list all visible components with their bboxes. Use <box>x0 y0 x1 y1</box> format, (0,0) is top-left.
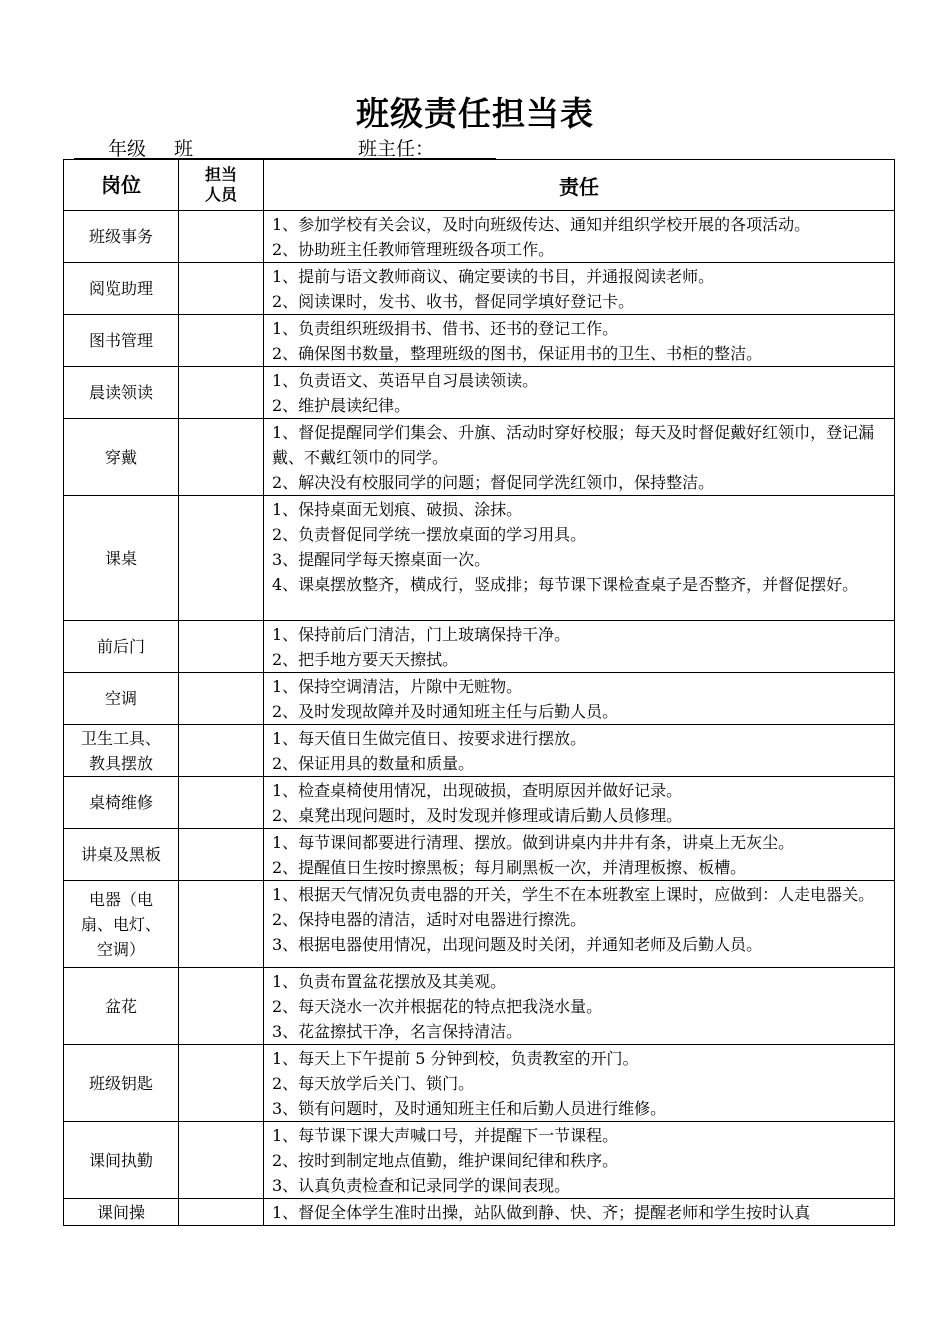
post-cell <box>64 1199 179 1226</box>
post-name: 卫生工具、 <box>80 728 161 748</box>
duty-item: 2、负责督促同学统一摆放桌面的学习用具。 <box>272 525 587 544</box>
post-cell <box>64 211 179 263</box>
header-person-line1: 担当 <box>204 165 237 184</box>
table-row <box>64 968 895 1045</box>
duty-item: 1、每节课间都要进行清理、摆放。做到讲桌内井井有条，讲桌上无灰尘。 <box>272 833 795 852</box>
duty-item: 2、及时发现故障并及时通知班主任与后勤人员。 <box>272 702 619 721</box>
duty-item: 2、确保图书数量，整理班级的图书，保证用书的卫生、书柜的整洁。 <box>272 344 763 363</box>
person-cell[interactable] <box>179 263 264 315</box>
post-name: 盆花 <box>104 996 137 1016</box>
person-cell[interactable] <box>179 725 264 777</box>
person-cell[interactable] <box>179 621 264 673</box>
duty-item: 3、根据电器使用情况，出现问题及时关闭，并通知老师及后勤人员。 <box>272 935 763 954</box>
duty-item: 2、维护晨读纪律。 <box>272 396 411 415</box>
post-cell <box>64 881 179 968</box>
person-cell[interactable] <box>179 829 264 881</box>
post-cell <box>64 968 179 1045</box>
table-row <box>64 1045 895 1122</box>
duty-cell <box>264 881 895 968</box>
table-row <box>64 419 895 496</box>
post-cell <box>64 621 179 673</box>
table-row <box>64 881 895 968</box>
duty-cell <box>264 496 895 621</box>
header-post: 岗位 <box>64 160 179 211</box>
duty-cell <box>264 263 895 315</box>
person-cell[interactable] <box>179 673 264 725</box>
post-name: 班级事务 <box>88 227 153 246</box>
post-cell <box>64 315 179 367</box>
post-cell <box>64 777 179 829</box>
post-cell <box>64 496 179 621</box>
table-row <box>64 1122 895 1199</box>
duty-item: 3、锁有问题时，及时通知班主任和后勤人员进行维修。 <box>272 1099 667 1118</box>
post-name: 前后门 <box>96 637 145 656</box>
page-title: 班级责任担当表 <box>356 94 594 133</box>
post-name: 讲桌及黑板 <box>80 845 161 864</box>
duty-item: 3、花盆擦拭干净，名言保持清洁。 <box>272 1022 523 1041</box>
duty-item: 1、每天上下午提前 5 分钟到校，负责教室的开门。 <box>272 1049 639 1068</box>
person-cell[interactable] <box>179 1199 264 1226</box>
post-cell <box>64 725 179 777</box>
post-name: 空调 <box>104 689 137 708</box>
duty-item: 2、解决没有校服同学的问题；督促同学洗红领巾，保持整洁。 <box>272 473 715 492</box>
grade-label: 年级 <box>108 138 147 160</box>
duty-item: 2、协助班主任教师管理班级各项工作。 <box>272 240 555 259</box>
person-cell[interactable] <box>179 419 264 496</box>
post-name: 阅览助理 <box>88 279 153 298</box>
duty-item: 2、把手地方要天天擦拭。 <box>272 650 459 669</box>
duty-item: 4、课桌摆放整齐，横成行，竖成排；每节课下课检查桌子是否整齐，并督促摆好。 <box>272 575 859 594</box>
person-cell[interactable] <box>179 367 264 419</box>
table-row <box>64 725 895 777</box>
post-name: 课间执勤 <box>88 1150 153 1170</box>
duty-cell <box>264 725 895 777</box>
duty-item: 2、阅读课时，发书、收书，督促同学填好登记卡。 <box>272 292 635 311</box>
duty-cell <box>264 968 895 1045</box>
duty-cell <box>264 673 895 725</box>
duty-item: 3、提醒同学每天擦桌面一次。 <box>272 550 491 569</box>
duty-cell <box>264 621 895 673</box>
person-cell[interactable] <box>179 1045 264 1122</box>
duty-item: 1、每天值日生做完值日、按要求进行摆放。 <box>272 729 587 748</box>
header-person <box>179 160 264 211</box>
duty-item: 2、桌凳出现问题时，及时发现并修理或请后勤人员修理。 <box>272 806 683 825</box>
table-row <box>64 496 895 621</box>
duty-item: 3、认真负责检查和记录同学的课间表现。 <box>272 1176 571 1195</box>
duty-item: 1、参加学校有关会议，及时向班级传达、通知并组织学校开展的各项活动。 <box>272 215 811 234</box>
post-cell <box>64 367 179 419</box>
duty-item: 2、每天放学后关门、锁门。 <box>272 1074 475 1093</box>
table-row <box>64 211 895 263</box>
post-cell <box>64 1045 179 1122</box>
duty-table <box>63 159 895 1226</box>
duty-item: 2、提醒值日生按时擦黑板；每月刷黑板一次，并清理板擦、板槽。 <box>272 858 747 877</box>
duty-item: 1、保持桌面无划痕、破损、涂抹。 <box>272 500 523 519</box>
post-name: 穿戴 <box>104 447 137 467</box>
person-cell[interactable] <box>179 315 264 367</box>
person-cell[interactable] <box>179 777 264 829</box>
post-name: 空调） <box>96 939 145 959</box>
duty-item: 1、根据天气情况负责电器的开关，学生不在本班教室上课时，应做到：人走电器关。 <box>272 885 875 904</box>
post-cell <box>64 1122 179 1199</box>
person-cell[interactable] <box>179 881 264 968</box>
class-label: 班 <box>174 138 194 160</box>
duty-cell <box>264 419 895 496</box>
table-row <box>64 673 895 725</box>
duty-item: 1、每节课下课大声喊口号，并提醒下一节课程。 <box>272 1126 619 1145</box>
duty-cell <box>264 211 895 263</box>
person-cell[interactable] <box>179 496 264 621</box>
duty-cell <box>264 1122 895 1199</box>
table-row <box>64 315 895 367</box>
post-name: 班级钥匙 <box>88 1073 153 1093</box>
duty-cell <box>264 777 895 829</box>
duty-cell <box>264 829 895 881</box>
duty-item: 1、保持空调清洁，片隙中无赃物。 <box>272 677 523 696</box>
post-name: 桌椅维修 <box>88 793 153 812</box>
post-name: 教具摆放 <box>88 753 153 773</box>
duty-item: 1、负责组织班级捐书、借书、还书的登记工作。 <box>272 319 619 338</box>
duty-item: 2、保持电器的清洁，适时对电器进行擦洗。 <box>272 910 587 929</box>
head-teacher-label: 班主任： <box>358 138 435 160</box>
post-name: 课间操 <box>96 1202 145 1222</box>
duty-item: 2、保证用具的数量和质量。 <box>272 754 475 773</box>
duty-item: 2、每天浇水一次并根据花的特点把我浇水量。 <box>272 997 603 1016</box>
post-name: 扇、电灯、 <box>80 914 161 934</box>
post-cell <box>64 673 179 725</box>
person-cell[interactable] <box>179 211 264 263</box>
person-cell[interactable] <box>179 1122 264 1199</box>
table-row <box>64 367 895 419</box>
post-name: 图书管理 <box>88 331 153 350</box>
duty-item: 2、按时到制定地点值勤，维护课间纪律和秩序。 <box>272 1151 619 1170</box>
duty-cell <box>264 315 895 367</box>
duty-item: 1、负责布置盆花摆放及其美观。 <box>272 972 507 991</box>
post-cell <box>64 829 179 881</box>
duty-item: 1、负责语文、英语早自习晨读领读。 <box>272 371 539 390</box>
person-cell[interactable] <box>179 968 264 1045</box>
table-row <box>64 829 895 881</box>
table-header-row <box>64 160 895 211</box>
duty-item: 1、提前与语文教师商议、确定要读的书目，并通报阅读老师。 <box>272 267 715 286</box>
post-name: 电器（电 <box>88 889 153 909</box>
duty-item: 1、检查桌椅使用情况，出现破损，查明原因并做好记录。 <box>272 781 683 800</box>
header-person-line2: 人员 <box>204 185 237 204</box>
table-row <box>64 621 895 673</box>
table-row <box>64 777 895 829</box>
class-info-line <box>74 134 496 159</box>
table-row <box>64 1199 895 1226</box>
duty-cell <box>264 1199 895 1226</box>
header-duty: 责任 <box>264 160 895 211</box>
duty-cell <box>264 1045 895 1122</box>
post-name: 课桌 <box>104 548 137 568</box>
post-cell <box>64 419 179 496</box>
table-row <box>64 263 895 315</box>
duty-item: 1、保持前后门清洁，门上玻璃保持干净。 <box>272 625 571 644</box>
duty-item: 1、督促全体学生准时出操，站队做到静、快、齐；提醒老师和学生按时认真 <box>272 1203 811 1222</box>
post-cell <box>64 263 179 315</box>
post-name: 晨读领读 <box>88 383 153 402</box>
duty-cell <box>264 367 895 419</box>
duty-item: 1、督促提醒同学们集会、升旗、活动时穿好校服；每天及时督促戴好红领巾，登记漏戴、不戴红领巾的同学。 <box>272 423 875 467</box>
